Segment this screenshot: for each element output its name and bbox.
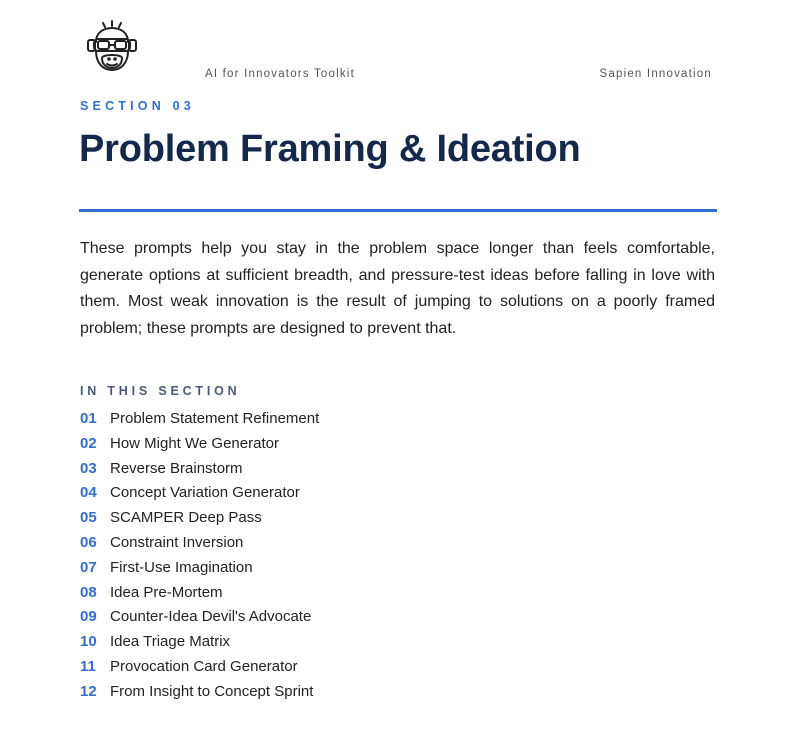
robot-monkey-head-icon — [84, 20, 140, 74]
toc-item-number: 12 — [80, 682, 97, 700]
toc-item-label: Counter-Idea Devil's Advocate — [110, 608, 312, 626]
toc-item[interactable] — [80, 608, 319, 633]
toc-item-label: First-Use Imagination — [110, 558, 253, 576]
toc-item-number: 01 — [80, 410, 97, 427]
toc-heading: IN THIS SECTION — [80, 384, 241, 398]
toc-item[interactable] — [80, 584, 319, 609]
toc-item-label: Problem Statement Refinement — [110, 410, 320, 427]
toc-item-number: 11 — [80, 657, 96, 675]
toc-item[interactable] — [80, 460, 319, 485]
toolkit-title: AI for Innovators Toolkit — [205, 68, 355, 80]
toc-item[interactable] — [80, 658, 319, 683]
toc-list — [80, 410, 319, 708]
toc-item-number: 10 — [80, 633, 97, 651]
toc-item-number: 05 — [80, 509, 97, 527]
toc-item-number: 08 — [80, 583, 97, 601]
page-title: Problem Framing & Ideation — [79, 128, 581, 170]
toc-item[interactable] — [80, 534, 319, 559]
toc-item-label: Reverse Brainstorm — [110, 459, 243, 477]
toc-item-number: 06 — [80, 533, 97, 551]
toc-item-number: 04 — [80, 484, 97, 502]
toc-item-number: 07 — [80, 558, 97, 576]
toc-item[interactable] — [80, 484, 319, 509]
toc-item[interactable] — [80, 410, 319, 435]
toc-item-number: 03 — [80, 459, 97, 477]
toc-item[interactable] — [80, 633, 319, 658]
toc-item-label: Concept Variation Generator — [110, 484, 300, 502]
intro-paragraph: These prompts help you stay in the problem space longer than feels comfortable, generate options at sufficient breadth, and pressure-test ideas before falling in love with them. Most weak innovation is the result of jumping to solutions on a poorly framed problem; these prompts are designed to prevent that. — [80, 240, 715, 337]
toc-item-label: Constraint Inversion — [110, 533, 244, 551]
toc-item[interactable] — [80, 509, 319, 534]
toc-item-label: From Insight to Concept Sprint — [110, 682, 314, 700]
company-name: Sapien Innovation — [599, 68, 712, 80]
toc-item[interactable] — [80, 683, 319, 708]
toc-item[interactable] — [80, 559, 319, 584]
section-label: SECTION 03 — [80, 99, 195, 113]
toc-item-label: Idea Pre-Mortem — [110, 583, 223, 601]
toc-item-label: SCAMPER Deep Pass — [110, 509, 262, 527]
toc-item-number: 09 — [80, 608, 97, 626]
toc-item-number: 02 — [80, 434, 97, 452]
toc-item-label: Provocation Card Generator — [110, 657, 298, 675]
toc-item[interactable] — [80, 435, 319, 460]
title-divider — [79, 209, 717, 212]
toc-item-label: Idea Triage Matrix — [110, 633, 231, 651]
toc-item-label: How Might We Generator — [110, 434, 279, 452]
